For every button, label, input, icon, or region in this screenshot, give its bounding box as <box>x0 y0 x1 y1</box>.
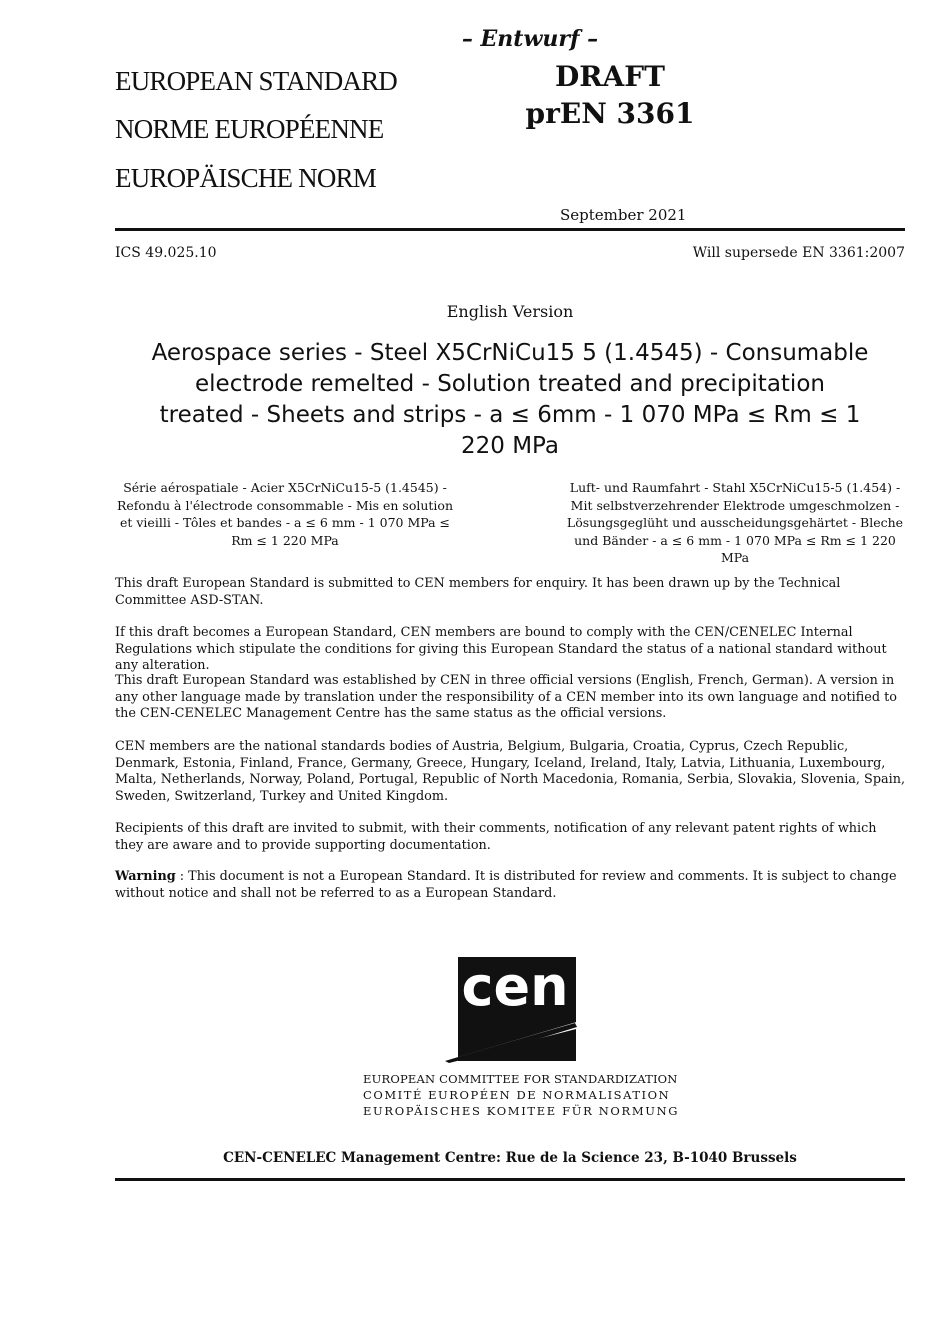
footer-divider <box>115 1178 905 1181</box>
main-title: Aerospace series - Steel X5CrNiCu15 5 (1.4545) - Consumable electrode remelted - Solution treated and precipitation treated - Sheets and strips - a ≤ 6mm - 1 070 MPa ≤ Rm ≤ 1 220 MPa <box>151 340 869 459</box>
enquiry-paragraph: This draft European Standard is submitted to CEN members for enquiry. It has been drawn up by the Technical Committee ASD-STAN. <box>115 576 841 608</box>
warning-paragraph <box>115 869 907 902</box>
standard-name-german: EUROPÄISCHE NORM <box>115 163 376 193</box>
cen-logo-icon <box>445 957 580 1065</box>
draft-number: prEN 3361 <box>525 97 695 130</box>
header-divider <box>115 228 905 231</box>
compliance-paragraph: If this draft becomes a European Standard, CEN members are bound to comply with the CEN/CENELEC Internal Regulations which stipulate the conditions for giving this European Standard the status of a national standard without any alteration. <box>115 625 887 673</box>
committee-name-english: EUROPEAN COMMITTEE FOR STANDARDIZATION <box>363 1072 678 1086</box>
warning-label: Warning <box>115 869 176 884</box>
standard-name-english: EUROPEAN STANDARD <box>115 66 398 96</box>
language-version: English Version <box>446 302 574 321</box>
versions-paragraph: This draft European Standard was established by CEN in three official versions (English, French, German). A version in any other language made by translation under the responsibility of a CEN member into its own language and notified to the CEN-CENELEC Management Centre has the same status as the official versions. <box>115 673 897 721</box>
committee-name-german: EUROPÄISCHES KOMITEE FÜR NORMUNG <box>363 1104 680 1118</box>
cen-logo-text: cen <box>461 957 569 1018</box>
warning-text: : This document is not a European Standard. It is distributed for review and comments. It is subject to change without notice and shall not be referred to as a European Standard. <box>115 869 897 901</box>
standard-name-french: NORME EUROPÉENNE <box>115 114 384 144</box>
patent-paragraph: Recipients of this draft are invited to submit, with their comments, notification of any relevant patent rights of which they are aware and to provide supporting documentation. <box>115 821 877 853</box>
german-title: Luft- und Raumfahrt - Stahl X5CrNiCu15-5 (1.454) - Mit selbstverzehrender Elektrode umgeschmolzen - Lösungsgeglüht und ausscheidungsgehärtet - Bleche und Bänder - a ≤ 6 mm - 1 070 MPa ≤ Rm ≤ 1 220 MPa <box>566 480 904 565</box>
committee-name-french: COMITÉ EUROPÉEN DE NORMALISATION <box>363 1088 671 1102</box>
members-paragraph: CEN members are the national standards bodies of Austria, Belgium, Bulgaria, Croatia, Cyprus, Czech Republic, Denmark, Estonia, Finland, France, Germany, Greece, Hungary, Iceland, Ireland, Italy, Latvia, Lithuania, Luxembourg, Malta, Netherlands, Norway, Poland, Portugal, Republic of North Macedonia, Romania, Serbia, Slovakia, Slovenia, Spain, Sweden, Switzerland, Turkey and United Kingdom. <box>115 739 906 804</box>
french-title: Série aérospatiale - Acier X5CrNiCu15-5 (1.4545) - Refondu à l'électrode consommable - Mis en solution et vieilli - Tôles et bandes - a ≤ 6 mm - 1 070 MPa ≤ Rm ≤ 1 220 MPa <box>116 480 454 548</box>
supersedes-note: Will supersede EN 3361:2007 <box>692 245 905 261</box>
ics-code: ICS 49.025.10 <box>115 245 217 261</box>
management-centre-address: CEN-CENELEC Management Centre: Rue de la Science 23, B-1040 Brussels <box>223 1150 797 1166</box>
publication-date: September 2021 <box>560 206 687 224</box>
draft-watermark: – Entwurf – <box>461 26 599 52</box>
draft-label: DRAFT <box>555 60 665 93</box>
